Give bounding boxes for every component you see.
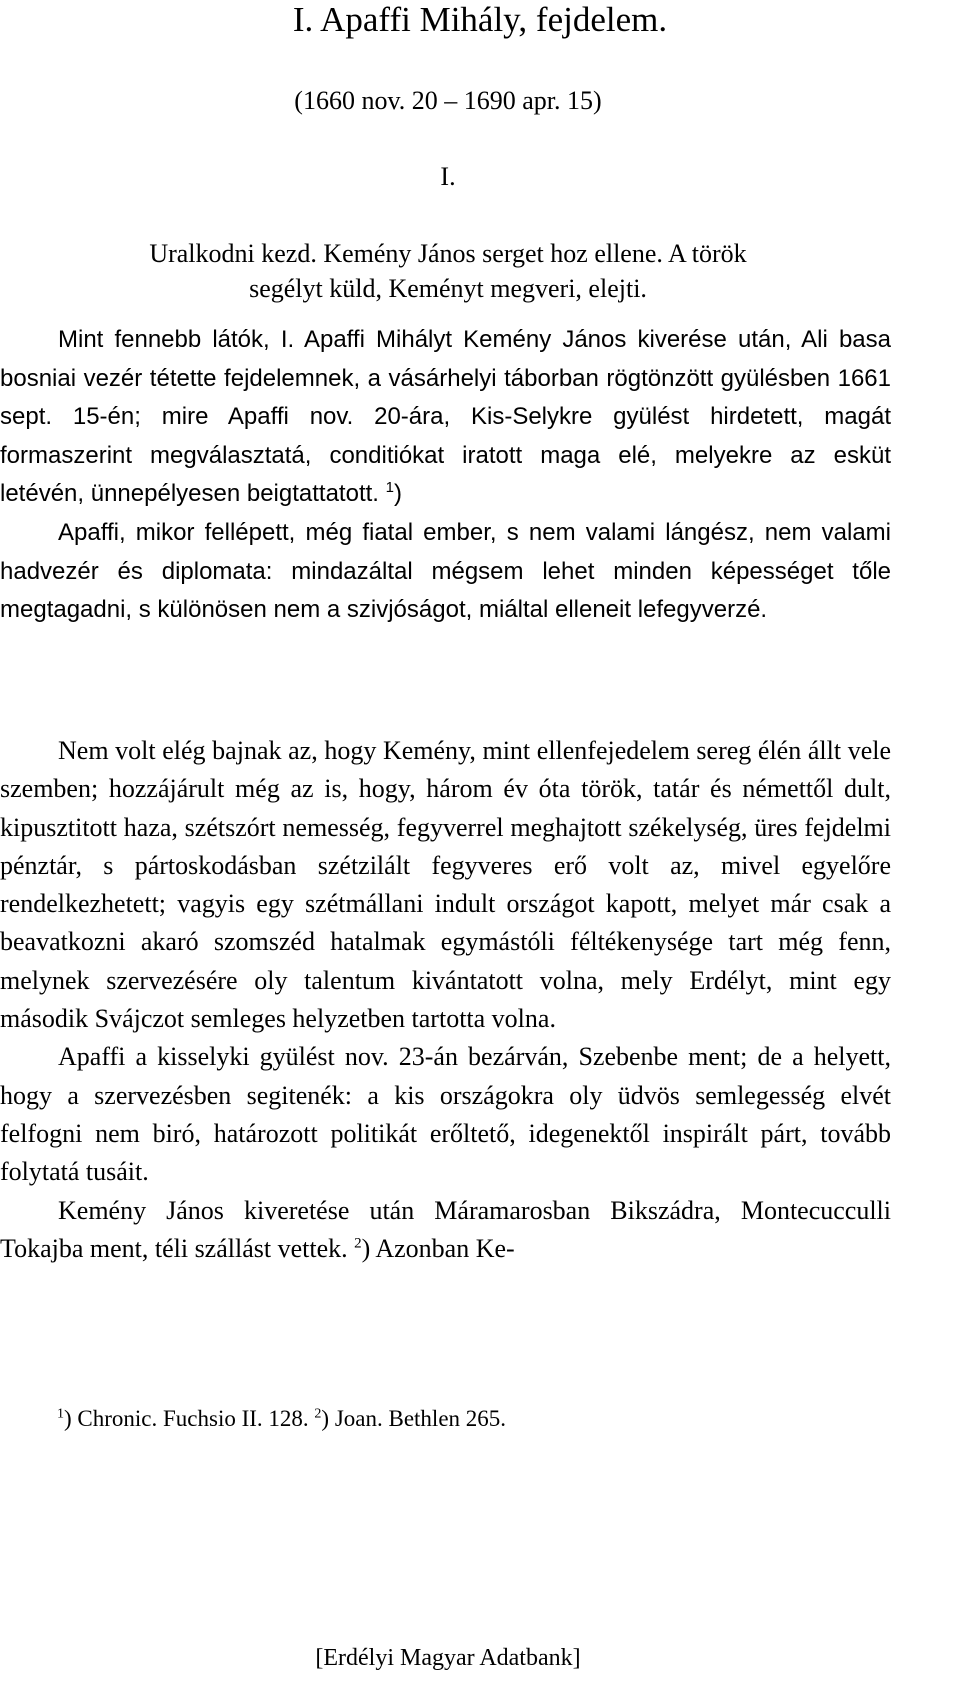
footnote-reference[interactable]: 2 [354, 1235, 362, 1252]
page-title: I. Apaffi Mihály, fejdelem. [292, 0, 668, 39]
source-footer: [Erdélyi Magyar Adatbank] [315, 1645, 581, 1671]
footnote-marker: 1 [57, 1406, 64, 1422]
chapter-summary [0, 236, 896, 306]
paragraph-text: Mint fennebb látók, I. Apaffi Mihályt Kemény János kiverése után, Ali basa bosniai vezér tétette fejdelemnek, a vásárhelyi táborban rögtönzött gyülésben 1661 sept. 15-én; mire Apaffi nov. 20-ára, Kis-Selykre gyülést hirdetett, magát formaszerint megválasztatá, conditiókat iratott maga elé, melyekre az esküt letévén, ünnepélyesen beigtattatott. [0, 326, 891, 508]
paragraph-3: Nem volt elég bajnak az, hogy Kemény, mint ellenfejedelem sereg élén állt vele szemben; hozzájárult még az is, hogy, három év óta török, tatár és némettől dult, kipusztitott haza, szétszórt nemesség, fegyverrel meghajtott székelység, üres fejdelmi pénztár, s pártoskodásban szétzilált fegyveres erő volt az, mivel egyelőre rendelkezhetett; vagyis egy szétmállani indult országot kapott, melyet már csak a beavatkozni akaró szomszéd hatalmak egymástóli féltékenysége tart még fenn, melynek szervezésére oly talentum kivántatott volna, mely Erdélyt, mint egy második Svájczot semleges helyzetben tartotta volna. [0, 736, 891, 1034]
footnote-text: ) Chronic. Fuchsio II. 128. [64, 1406, 309, 1431]
footnote-reference[interactable]: 1 [385, 479, 394, 497]
summary-line: segélyt küld, Keményt megveri, elejti. [249, 274, 647, 303]
paragraph-2: Apaffi, mikor fellépett, még fiatal ember, s nem valami lángész, nem valami hadvezér és diplomata: mindazáltal mégsem lehet minden képességet tőle megtagadni, s különösen nem a szivjóságot, miáltal elleneit lefegyverzé. [0, 518, 891, 624]
summary-line: Uralkodni kezd. Kemény János serget hoz ellene. A török [149, 239, 747, 268]
footnotes [57, 1404, 506, 1434]
chapter-number: I. [440, 162, 456, 191]
paragraph-text: Kemény János kiveretése után Máramarosban Bikszádra, Montecucculli Tokajba ment, téli szállást vettek. [0, 1195, 891, 1263]
footnote-marker: 2 [314, 1406, 322, 1422]
paragraph-4: Apaffi a kisselyki gyülést nov. 23-án bezárván, Szebenbe ment; de a helyett, hogy a szervezésben segitenék: a kis országokra oly üdvös semlegesség elvét felfogni nem biró, határozott politikát erőltető, idegenektől inspirált párt, tovább folytatá tusáit. [0, 1042, 891, 1187]
reign-dates: (1660 nov. 20 – 1690 apr. 15) [294, 86, 602, 115]
body-section-serif [0, 732, 891, 1268]
paragraph-1 [0, 321, 891, 514]
footnote-reference-paren: ) [393, 480, 402, 508]
footnote-text: ) Joan. Bethlen 265. [321, 1406, 507, 1431]
body-section-sans [0, 321, 891, 630]
paragraph-5 [0, 1192, 891, 1269]
paragraph-tail: ) Azonban Ke- [361, 1233, 515, 1263]
